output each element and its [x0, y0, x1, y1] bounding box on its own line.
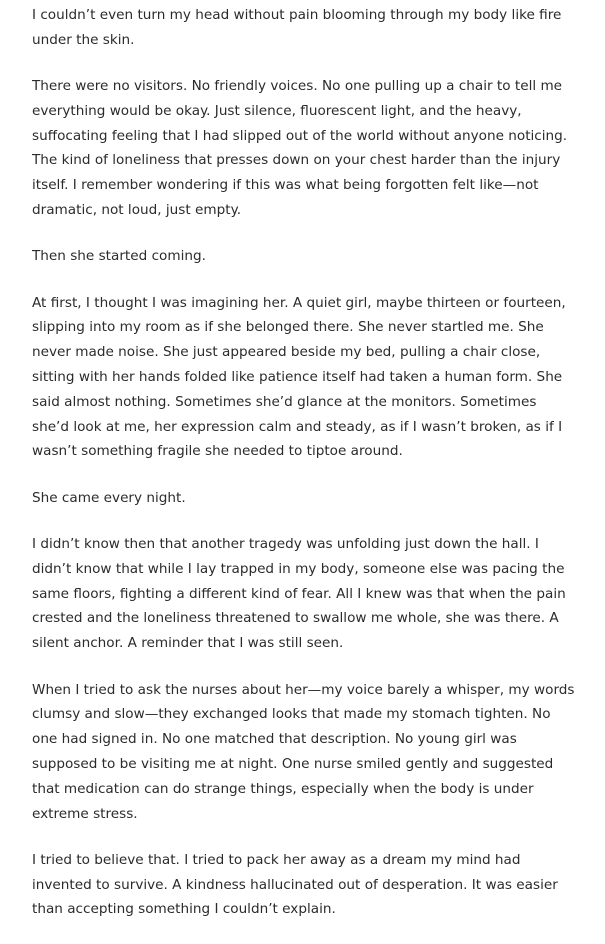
paragraph-6: I didn’t know then that another tragedy was unfolding just down the hall. I didn’t know that while I lay trapped in my body, someone else was pacing the same floors, fighting a different kind of fear. All I knew was that when the pain crested and the loneliness threatened to swallow me whole, she was there. A silent anchor. A reminder that I was still seen.	[32, 536, 566, 652]
paragraph-3: Then she started coming.	[32, 248, 206, 265]
paragraph-2: There were no visitors. No friendly voices. No one pulling up a chair to tell me everything would be okay. Just silence, fluorescent light, and the heavy, suffocating feeling that I had slipped out of the world without anyone noticing. The kind of loneliness that presses down on your chest harder than the injury itself. I remember wondering if this was what being forgotten felt like—not dramatic, not loud, just empty.	[32, 78, 568, 219]
paragraph-5: She came every night.	[32, 489, 186, 506]
paragraph-8: I tried to believe that. I tried to pack her away as a dream my mind had invented to survive. A kindness hallucinated out of desperation. It was easier than accepting something I couldn’t explain.	[32, 851, 558, 918]
paragraph-1: I couldn’t even turn my head without pain blooming through my body like fire under the skin.	[32, 7, 562, 48]
paragraph-7: When I tried to ask the nurses about her—my voice barely a whisper, my words clumsy and slow—they exchanged looks that made my stomach tighten. No one had signed in. No one matched that description. No young girl was supposed to be visiting me at night. One nurse smiled gently and suggested that medication can do strange things, especially when the body is under extreme stress.	[32, 681, 575, 822]
paragraph-4: At first, I thought I was imagining her. A quiet girl, maybe thirteen or fourteen, slipping into my room as if she belonged there. She never startled me. She never made noise. She just appeared beside my bed, pulling a chair close, sitting with her hands folded like patience itself had taken a human form. She said almost nothing. Sometimes she’d glance at the monitors. Sometimes she’d look at me, her expression calm and steady, as if I wasn’t broken, as if I wasn’t something fragile she needed to tiptoe around.	[32, 294, 566, 460]
article-body	[32, 3, 577, 944]
